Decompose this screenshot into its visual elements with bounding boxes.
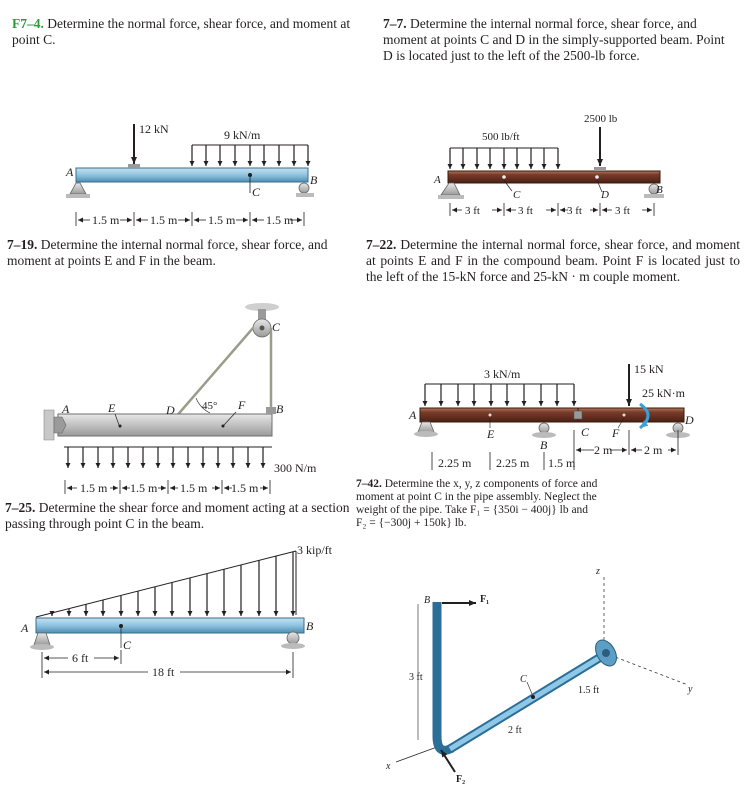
problem-7-7-text: Determine the internal normal force, shear force, and moment at points C and D in the simply-supported beam. Point D is located just to the left of the 2500-lb force. xyxy=(383,16,725,63)
f7-4-dim-1: 1.5 m xyxy=(92,213,120,227)
p7-25-label-c: C xyxy=(123,638,132,652)
p7-25-load-label: 3 kip/ft xyxy=(297,543,332,557)
problem-7-25-text: Determine the shear force and moment acting at a section passing through point C in the beam. xyxy=(5,500,350,531)
problem-f7-4-text: Determine the normal force, shear force, and moment at point C. xyxy=(12,16,351,47)
p7-42-axis-y: y xyxy=(688,684,693,695)
p7-42-label-f2: F₂ xyxy=(456,774,466,785)
p7-22-label-a: A xyxy=(409,408,417,422)
figure-7-19 xyxy=(44,303,317,495)
problem-7-7-number: 7–7. xyxy=(383,16,407,31)
p7-22-label-d: D xyxy=(685,413,694,427)
p7-25-dim-2: 18 ft xyxy=(152,665,175,679)
figure-7-42 xyxy=(385,566,693,785)
figure-f7-4 xyxy=(65,122,318,227)
figure-7-25 xyxy=(20,543,333,679)
f7-4-force-label: 12 kN xyxy=(139,122,169,136)
p7-42-label-f1: F₁ xyxy=(480,594,490,605)
p7-19-dim-3: 1.5 m xyxy=(180,481,208,495)
p7-22-load-label: 3 kN/m xyxy=(484,367,521,381)
figure-7-22 xyxy=(408,362,694,470)
problem-7-42-line3: weight of the pipe. Take F₁ = {350i − 400j} lb and xyxy=(356,504,589,516)
f7-4-label-b: B xyxy=(310,173,318,187)
problem-7-22-text: Determine the internal normal force, shear force, and moment at points E and F in the compound beam. Point F is located just to the left of the 15-kN force and 25-kN · m couple moment. xyxy=(366,237,740,284)
p7-42-dim-1: 3 ft xyxy=(409,672,423,683)
problem-7-42-number: 7–42. xyxy=(356,478,382,490)
f7-4-label-c: C xyxy=(252,185,261,199)
problem-7-42-line1: 7–42. Determine the x, y, z components of force and xyxy=(356,478,598,490)
p7-22-label-e: E xyxy=(487,427,495,441)
p7-7-label-c: C xyxy=(513,189,521,201)
p7-7-label-d: D xyxy=(601,189,609,201)
problem-7-19-number: 7–19. xyxy=(7,237,38,252)
p7-25-label-b: B xyxy=(306,619,314,633)
p7-7-load-label: 500 lb/ft xyxy=(482,131,520,143)
p7-42-dim-2: 2 ft xyxy=(508,725,522,736)
p7-7-dim-2: 3 ft xyxy=(518,205,533,217)
problem-7-19-text: Determine the internal normal force, shear force, and moment at points E and F in the beam. xyxy=(7,237,328,268)
p7-7-label-a: A xyxy=(434,174,441,186)
f7-4-load-label: 9 kN/m xyxy=(224,128,261,142)
p7-19-label-f: F xyxy=(238,398,246,412)
p7-19-load-label: 300 N/m xyxy=(274,461,317,475)
p7-19-dim-1: 1.5 m xyxy=(80,481,108,495)
f7-4-dim-4: 1.5 m xyxy=(266,213,294,227)
problem-7-42-line2: moment at point C in the pipe assembly. Neglect the xyxy=(356,491,597,503)
p7-22-dim-4: 2 m xyxy=(594,443,613,457)
f7-4-dim-3: 1.5 m xyxy=(208,213,236,227)
p7-42-label-b: B xyxy=(424,595,431,606)
p7-19-label-c: C xyxy=(272,320,281,334)
p7-22-couple-label: 25 kN·m xyxy=(642,386,685,400)
problem-7-25-number: 7–25. xyxy=(5,500,36,515)
p7-42-axis-z: z xyxy=(596,566,600,577)
p7-19-label-e: E xyxy=(108,401,116,415)
p7-22-label-b: B xyxy=(540,438,548,452)
p7-42-label-c: C xyxy=(520,674,527,685)
p7-25-dim-1: 6 ft xyxy=(72,651,89,665)
problem-f7-4-number: F7–4. xyxy=(12,16,44,31)
p7-7-force-label: 2500 lb xyxy=(584,113,618,125)
p7-19-dim-2: 1.5 m xyxy=(130,481,158,495)
p7-42-axis-x: x xyxy=(386,761,391,772)
f7-4-dim-2: 1.5 m xyxy=(150,213,178,227)
p7-19-label-b: B xyxy=(276,402,284,416)
p7-42-dim-3: 1.5 ft xyxy=(578,685,600,696)
p7-7-label-b: B xyxy=(656,184,663,196)
p7-22-dim-5: 2 m xyxy=(644,443,663,457)
p7-22-dim-3: 1.5 m xyxy=(548,456,576,470)
p7-19-dim-4: 1.5 m xyxy=(231,481,259,495)
figure-7-7 xyxy=(433,113,664,217)
p7-22-label-f: F xyxy=(612,426,620,440)
p7-7-dim-1: 3 ft xyxy=(465,205,480,217)
f7-4-label-a: A xyxy=(66,165,74,179)
p7-19-label-a: A xyxy=(62,402,70,416)
p7-7-dim-4: 3 ft xyxy=(615,205,630,217)
problem-7-42-line4: F₂ = {−300j + 150k} lb. xyxy=(356,517,467,529)
p7-22-force-label: 15 kN xyxy=(634,362,664,376)
p7-25-label-a: A xyxy=(21,621,29,635)
p7-22-dim-2: 2.25 m xyxy=(496,456,530,470)
p7-22-label-c: C xyxy=(581,425,590,439)
p7-19-angle-label: 45° xyxy=(202,400,218,412)
problem-7-22-number: 7–22. xyxy=(366,237,397,252)
p7-19-label-d: D xyxy=(166,403,175,417)
p7-22-dim-1: 2.25 m xyxy=(438,456,472,470)
p7-7-dim-3: 3 ft xyxy=(567,205,582,217)
